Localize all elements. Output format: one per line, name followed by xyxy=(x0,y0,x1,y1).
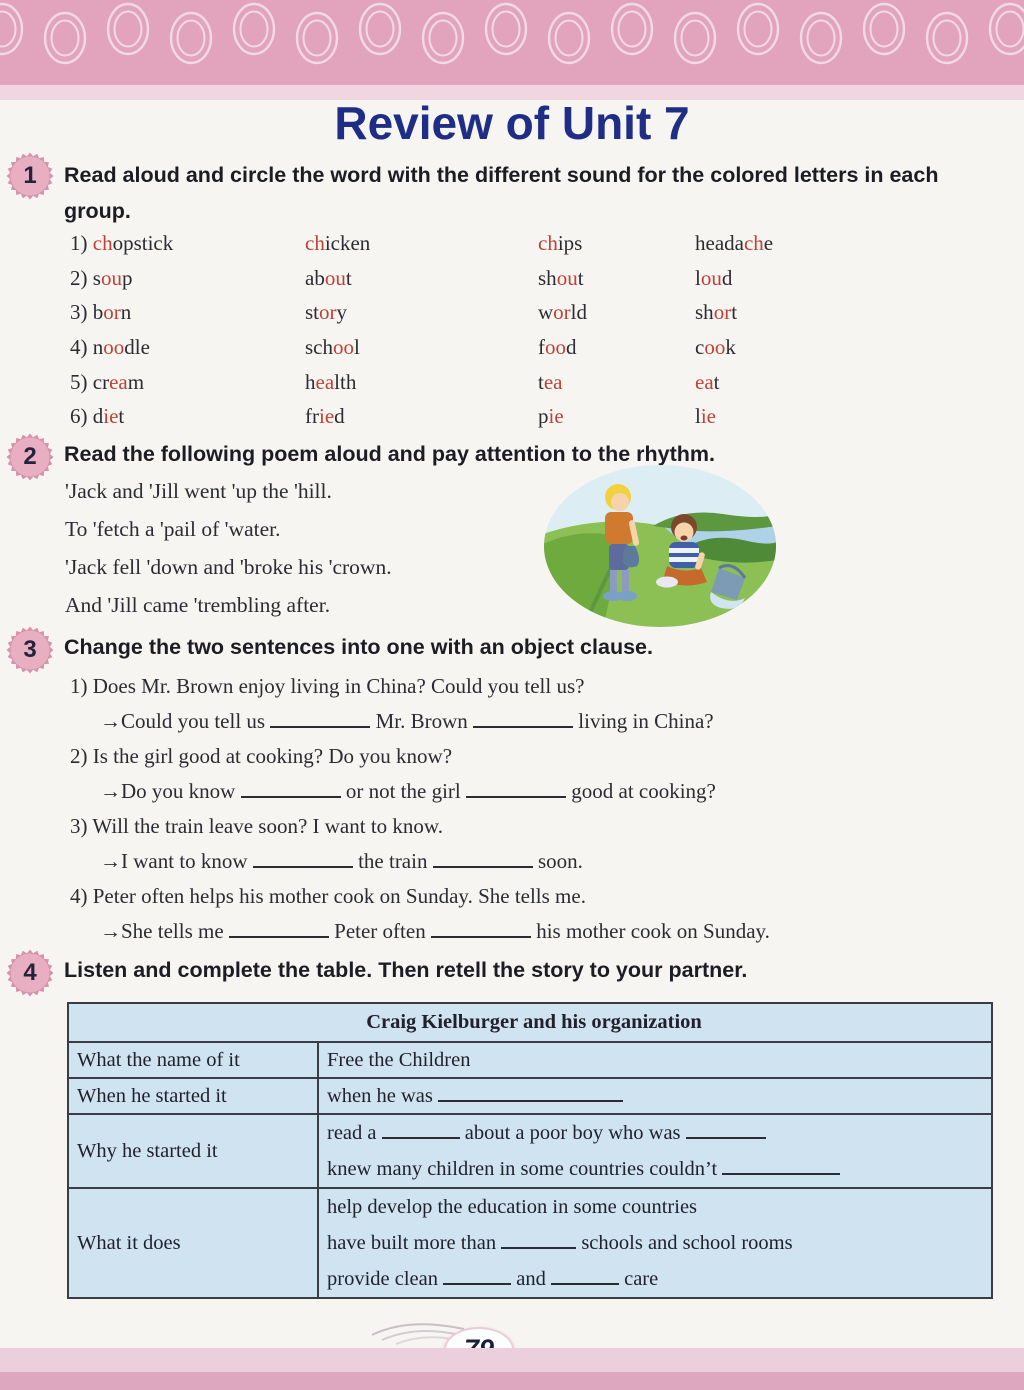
colored-letters: ch xyxy=(743,231,764,255)
fill-in-blank xyxy=(382,1122,460,1139)
word-part: t xyxy=(731,300,738,325)
cell-line xyxy=(327,1261,991,1297)
word xyxy=(305,231,370,256)
colored-letters: oo xyxy=(545,335,566,360)
word-part: d xyxy=(566,335,577,360)
text-segment: →Do you know xyxy=(100,779,241,803)
top-decorative-border xyxy=(0,0,1024,85)
word xyxy=(538,404,564,429)
word-part: t xyxy=(538,369,544,394)
text-segment: living in China? xyxy=(573,709,714,733)
word-part: l xyxy=(695,404,701,429)
question-line: 1) Does Mr. Brown enjoy living in China? Could you tell us? xyxy=(70,674,585,698)
word-part: m xyxy=(127,369,145,394)
text-segment: read a xyxy=(327,1122,382,1144)
colored-letters: or xyxy=(319,300,337,325)
fill-in-blank xyxy=(270,711,370,728)
exercise3-items xyxy=(0,669,1024,949)
bottom-border-strip-dark xyxy=(0,1372,1024,1390)
row-content xyxy=(318,1188,992,1298)
table-header-row xyxy=(68,1003,992,1042)
fill-in-blank xyxy=(253,851,353,868)
word-part: t xyxy=(118,404,125,429)
text-segment: the train xyxy=(352,849,433,873)
row-content xyxy=(318,1114,992,1188)
word-part: sh xyxy=(538,265,557,290)
row-label: What it does xyxy=(68,1188,318,1298)
word-part: t xyxy=(345,265,352,290)
word-row xyxy=(0,231,1024,266)
craig-table xyxy=(67,1002,993,1299)
colored-letters: ea xyxy=(315,369,335,394)
word-part: d xyxy=(92,404,104,429)
colored-letters: or xyxy=(103,300,121,325)
word xyxy=(695,404,716,429)
section-3-badge xyxy=(6,626,54,674)
cell-line xyxy=(327,1115,991,1151)
section-2-badge xyxy=(6,433,54,481)
jack-and-jill-illustration xyxy=(543,464,777,628)
fill-in-blank xyxy=(433,851,533,868)
section-4-badge xyxy=(6,949,54,997)
fill-in-blank xyxy=(686,1122,766,1139)
text-segment: →She tells me xyxy=(100,919,229,943)
word xyxy=(305,300,347,325)
word xyxy=(305,335,360,360)
fill-in-blank xyxy=(241,781,341,798)
fill-in-blank xyxy=(722,1158,840,1175)
colored-letters: oo xyxy=(704,335,726,360)
table-row xyxy=(68,1042,992,1078)
text-segment: knew many children in some countries couldn’t xyxy=(327,1158,723,1180)
fill-in-blank xyxy=(431,921,531,938)
word-part: l xyxy=(354,335,360,360)
text-segment: Mr. Brown xyxy=(370,709,474,733)
word-part: t xyxy=(713,369,720,394)
word-part: fr xyxy=(305,404,319,429)
row-content xyxy=(318,1078,992,1114)
word-part: cr xyxy=(92,369,110,394)
text-segment: help develop the education in some countries xyxy=(327,1196,698,1218)
word xyxy=(695,370,720,395)
word-part: p xyxy=(121,265,133,290)
colored-letters: ou xyxy=(324,265,346,290)
row-label: What the name of it xyxy=(68,1042,318,1078)
table-row xyxy=(68,1188,992,1298)
question-line: 2) Is the girl good at cooking? Do you know? xyxy=(70,744,453,768)
word xyxy=(695,266,732,291)
word-row xyxy=(0,335,1024,370)
word-part: f xyxy=(538,335,545,360)
colored-letters: ie xyxy=(319,404,335,429)
colored-letters: oo xyxy=(333,335,354,360)
word-part: h xyxy=(305,369,316,394)
word-row xyxy=(0,266,1024,301)
answer-line xyxy=(100,704,1024,739)
colored-letters: ch xyxy=(92,231,113,255)
colored-letters: or xyxy=(713,300,732,325)
question-line: 4) Peter often helps his mother cook on Sunday. She tells me. xyxy=(70,884,586,908)
cell-line xyxy=(327,1225,991,1261)
table-title: Craig Kielburger and his organization xyxy=(68,1003,992,1042)
word-part: sh xyxy=(695,300,714,325)
word-part: ab xyxy=(305,265,325,290)
word-part: d xyxy=(334,404,345,429)
section-number: 2 xyxy=(23,443,37,470)
text-segment: have built more than xyxy=(327,1232,502,1254)
poem-lines xyxy=(65,472,545,624)
colored-letters: oo xyxy=(103,335,125,360)
word xyxy=(70,335,150,360)
question-line: 3) Will the train leave soon? I want to know. xyxy=(70,814,443,838)
section-4-heading: Listen and complete the table. Then retell the story to your partner. xyxy=(64,958,748,982)
colored-letters: ea xyxy=(109,369,128,394)
word-part: ips xyxy=(557,231,583,255)
text-segment: good at cooking? xyxy=(566,779,716,803)
word xyxy=(70,370,144,395)
poem-line: 'Jack fell 'down and 'broke his 'crown. xyxy=(65,555,392,579)
text-segment: care xyxy=(618,1268,659,1290)
poem-line: 'Jack and 'Jill went 'up the 'hill. xyxy=(65,479,332,503)
word xyxy=(70,404,124,429)
text-segment: soon. xyxy=(532,849,583,873)
text-segment: or not the girl xyxy=(340,779,466,803)
fill-in-blank xyxy=(438,1085,623,1102)
word-part: sch xyxy=(305,335,333,360)
text-segment: and xyxy=(511,1268,551,1290)
colored-letters: or xyxy=(553,300,571,325)
word-part: w xyxy=(538,300,554,325)
ring-pattern xyxy=(0,0,1024,85)
poem-line: To 'fetch a 'pail of 'water. xyxy=(65,517,281,541)
word-part: icken xyxy=(324,231,371,255)
word-part: n xyxy=(92,335,104,360)
exercise1-words xyxy=(0,231,1024,439)
word xyxy=(305,266,352,291)
word-part: st xyxy=(305,300,320,325)
fill-in-blank xyxy=(501,1232,576,1249)
answer-line xyxy=(100,844,1024,879)
word-part: l xyxy=(695,265,701,290)
fill-in-blank xyxy=(551,1268,619,1285)
fill-in-blank xyxy=(443,1268,511,1285)
word-part: b xyxy=(92,300,104,325)
word xyxy=(695,300,737,325)
section-1-heading: Read aloud and circle the word with the different sound for the colored letters in each group. xyxy=(64,163,939,223)
section-1-badge xyxy=(6,152,54,200)
word-part: heada xyxy=(695,231,744,255)
text-segment: his mother cook on Sunday. xyxy=(530,919,770,943)
word-row xyxy=(0,300,1024,335)
colored-letters: ea xyxy=(543,369,563,394)
colored-letters: ie xyxy=(548,404,564,429)
section-number: 1 xyxy=(23,162,37,189)
word-part: s xyxy=(92,265,101,290)
colored-letters: ie xyxy=(700,404,716,429)
fill-in-blank xyxy=(466,781,566,798)
word-part: n xyxy=(120,300,132,325)
answer-line xyxy=(100,914,1024,949)
word-part: dle xyxy=(124,335,150,360)
word xyxy=(538,266,584,291)
section-number: 3 xyxy=(23,636,37,663)
word-row xyxy=(0,404,1024,439)
exercise4-table xyxy=(67,1002,993,1299)
word-part: y xyxy=(336,300,348,325)
text-segment: Peter often xyxy=(328,919,431,943)
word-part: e xyxy=(763,231,774,255)
colored-letters: ea xyxy=(695,369,714,394)
word xyxy=(538,370,563,395)
section-3-heading: Change the two sentences into one with an object clause. xyxy=(64,635,653,659)
word-part: ld xyxy=(570,300,588,325)
text-segment: Free the Children xyxy=(327,1049,471,1071)
word-part: c xyxy=(695,335,705,360)
word-part: d xyxy=(721,265,733,290)
word xyxy=(695,231,773,256)
word xyxy=(538,231,582,256)
cell-line xyxy=(327,1151,991,1187)
section-number: 4 xyxy=(23,959,37,986)
row-label: When he started it xyxy=(68,1078,318,1114)
row-number: 5) xyxy=(70,369,93,394)
word xyxy=(538,335,577,360)
word-part: t xyxy=(577,265,584,290)
fill-in-blank xyxy=(473,711,573,728)
row-content xyxy=(318,1042,992,1078)
answer-line xyxy=(100,774,1024,809)
bottom-border-strip-light xyxy=(0,1348,1024,1372)
cell-line xyxy=(327,1189,991,1225)
word xyxy=(70,266,132,291)
row-number: 1) xyxy=(70,231,93,255)
word-part: p xyxy=(538,404,549,429)
row-number: 4) xyxy=(70,335,93,360)
cell-line xyxy=(327,1079,991,1113)
colored-letters: ou xyxy=(700,265,722,290)
word xyxy=(70,231,173,256)
word-part: lth xyxy=(334,369,357,394)
word xyxy=(695,335,736,360)
row-number: 3) xyxy=(70,300,93,325)
word xyxy=(538,300,587,325)
colored-letters: ie xyxy=(103,404,119,429)
table-row xyxy=(68,1114,992,1188)
cell-line xyxy=(327,1043,991,1077)
fill-in-blank xyxy=(229,921,329,938)
table-row xyxy=(68,1078,992,1114)
word xyxy=(305,404,345,429)
text-segment: schools and school rooms xyxy=(576,1232,793,1254)
word-part: k xyxy=(725,335,736,360)
row-number: 2) xyxy=(70,265,93,290)
text-segment: when he was xyxy=(327,1085,439,1107)
word xyxy=(305,370,356,395)
page-title: Review of Unit 7 xyxy=(334,97,690,149)
colored-letters: ou xyxy=(100,265,122,290)
colored-letters: ou xyxy=(556,265,578,290)
word xyxy=(70,300,131,325)
text-segment: →Could you tell us xyxy=(100,709,271,733)
word-row xyxy=(0,370,1024,405)
text-segment: provide clean xyxy=(327,1268,444,1290)
section-2-heading: Read the following poem aloud and pay attention to the rhythm. xyxy=(64,442,715,466)
word-part: opstick xyxy=(112,231,174,255)
colored-letters: ch xyxy=(305,231,325,255)
row-number: 6) xyxy=(70,404,93,429)
text-segment: about a poor boy who was xyxy=(459,1122,686,1144)
colored-letters: ch xyxy=(538,231,558,255)
row-label: Why he started it xyxy=(68,1114,318,1188)
text-segment: →I want to know xyxy=(100,849,253,873)
poem-line: And 'Jill came 'trembling after. xyxy=(65,593,331,617)
